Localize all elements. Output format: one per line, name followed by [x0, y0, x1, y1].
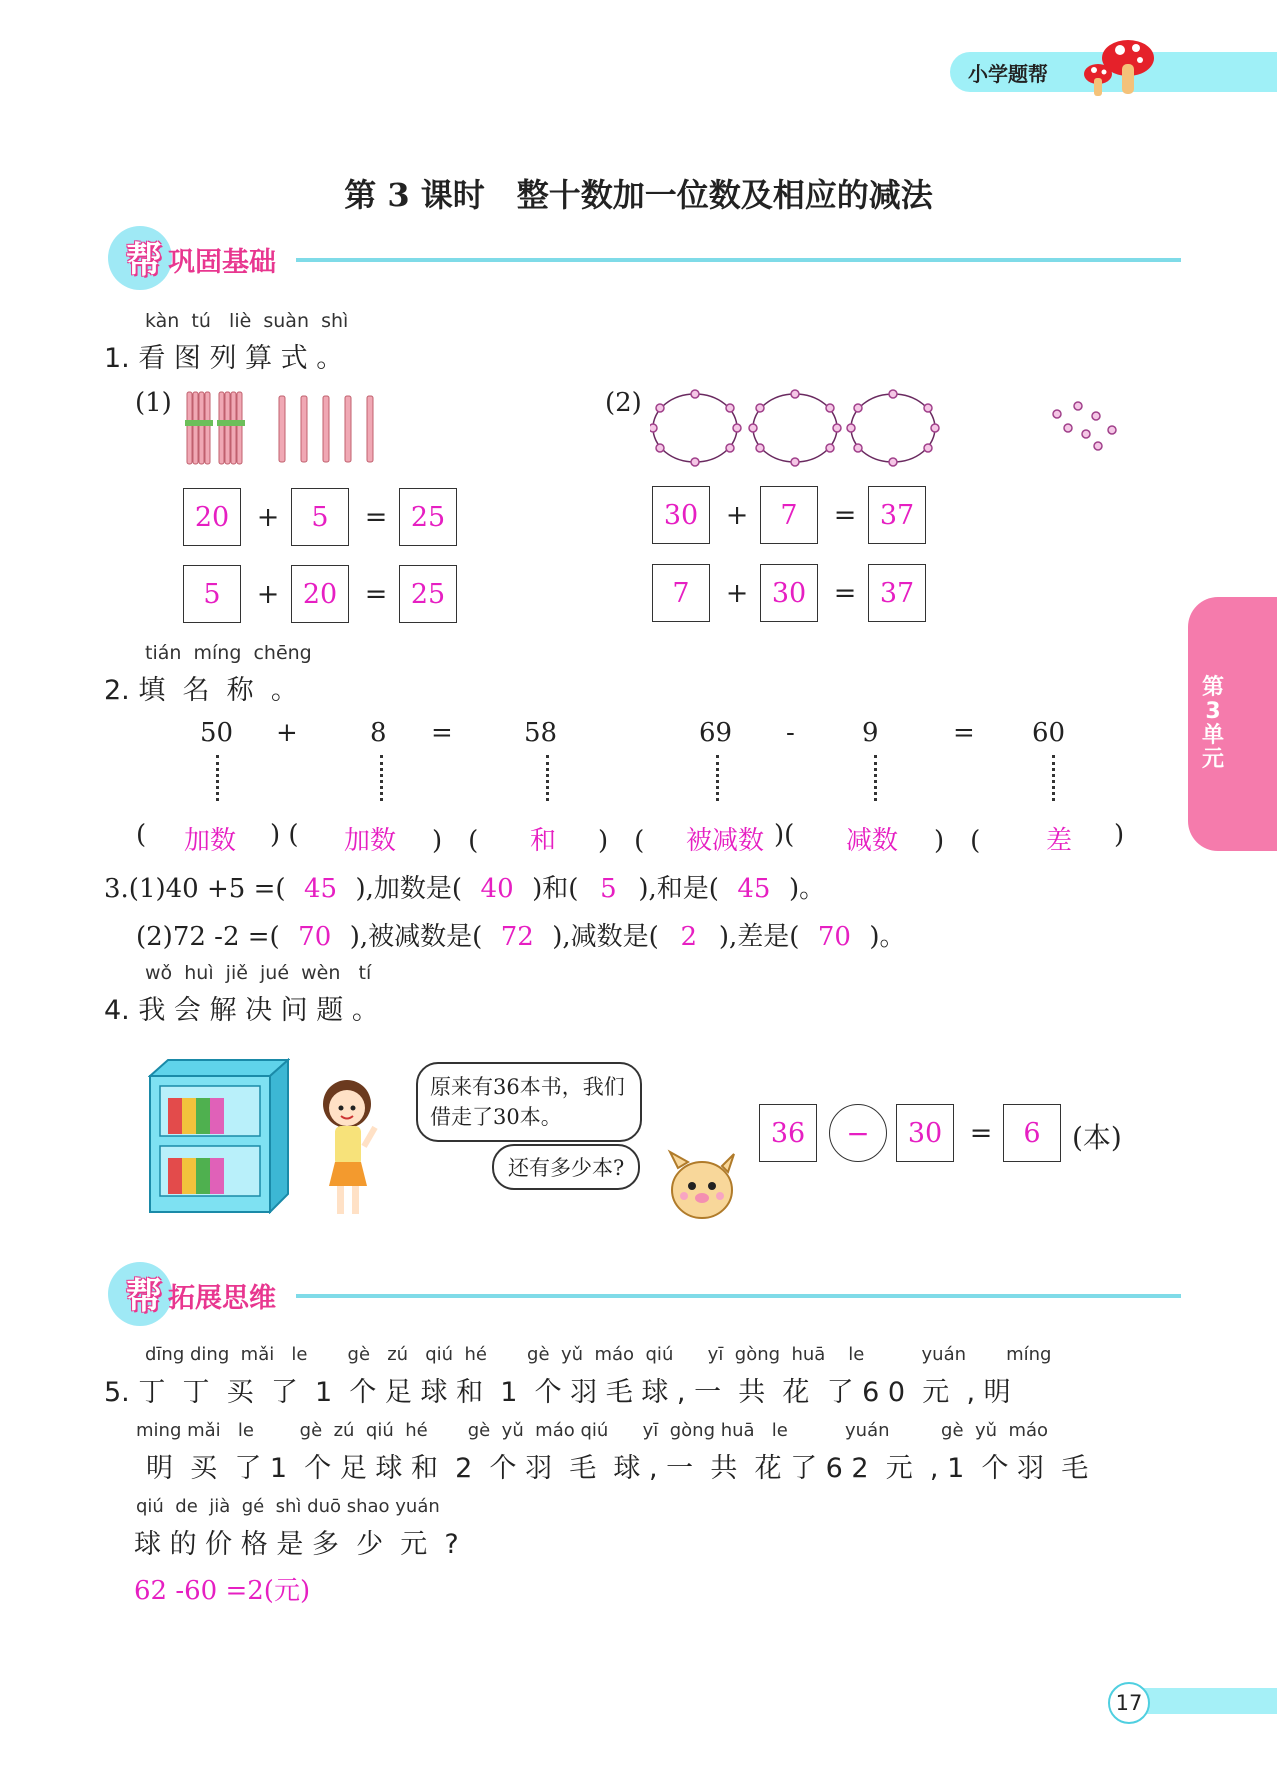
q5-line1: 5. 丁 丁 买 了 1 个 足 球 和 1 个 羽 毛 球 , 一 共 花 了 6 0 元 , 明	[104, 1377, 1011, 1408]
paren-pair: )(	[774, 820, 795, 850]
answer-box[interactable]: 36	[759, 1104, 817, 1162]
number: 58	[524, 718, 558, 748]
operator: +	[725, 500, 749, 531]
q4-text: 4. 我 会 解 决 问 题 。	[104, 995, 379, 1026]
answer-blank[interactable]: 72	[500, 922, 534, 952]
page-number: 17	[1108, 1682, 1150, 1724]
q3-text: ),减数是(	[552, 922, 659, 952]
number: 60	[1032, 718, 1066, 748]
unit-side-tab-label: 第3单元	[1201, 675, 1224, 772]
q3-text: ),差是(	[718, 922, 800, 952]
section-title: 拓展思维	[168, 1283, 276, 1314]
operator: -	[786, 718, 795, 748]
paren-pair: ) (	[598, 826, 645, 856]
beads-image	[650, 388, 1130, 468]
number: 9	[862, 718, 879, 748]
dotted-connector	[380, 755, 387, 801]
page-title: 第 3 课时 整十数加一位数及相应的减法	[344, 176, 933, 214]
q1-pinyin: kàn tú liè suàn shì	[145, 310, 349, 332]
section-badge-char: 帮	[126, 1276, 163, 1317]
answer-box[interactable]: 30	[760, 564, 818, 622]
section-title: 巩固基础	[168, 247, 276, 278]
dotted-connector	[716, 755, 723, 801]
answer-box[interactable]: 37	[868, 564, 926, 622]
answer-blank[interactable]: 5	[600, 874, 617, 904]
operator: =	[833, 578, 857, 609]
paren-right: )	[1114, 820, 1125, 850]
answer-blank[interactable]: 和	[530, 826, 557, 856]
q5-line2: 明 买 了 1 个 足 球 和 2 个 羽 毛 球 , 一 共 花 了 6 2 元 , 1 个 羽 毛	[146, 1453, 1089, 1484]
unit-label: (本)	[1072, 1121, 1122, 1154]
operator: =	[364, 579, 388, 610]
operator: +	[276, 718, 298, 748]
q3-line2	[136, 916, 906, 953]
dotted-connector	[546, 755, 553, 801]
girl-image	[315, 1076, 383, 1224]
q3-line1	[104, 868, 825, 905]
paren-pair: ) (	[432, 826, 479, 856]
answer-box[interactable]: 30	[652, 486, 710, 544]
q3-text: ),被减数是(	[349, 922, 483, 952]
q5-pinyin-line1: dīng ding mǎi le gè zú qiú hé gè yǔ máo qiú yī gòng huā le yuán míng	[145, 1344, 1052, 1365]
bookshelf-image	[148, 1058, 290, 1214]
answer-box[interactable]: 20	[291, 565, 349, 623]
speech-bubble: 还有多少本?	[492, 1144, 640, 1190]
answer-box[interactable]: 37	[868, 486, 926, 544]
q1-part2-label: (2)	[605, 388, 642, 418]
q3-text: )。	[788, 874, 826, 904]
q1-text: 1. 看 图 列 算 式 。	[104, 343, 344, 374]
answer-blank[interactable]: 70	[817, 922, 851, 952]
answer-box[interactable]: 5	[183, 565, 241, 623]
number: 69	[699, 718, 733, 748]
dotted-connector	[1052, 755, 1059, 801]
operator: =	[969, 1118, 993, 1149]
mushroom-icon	[1080, 34, 1156, 100]
operator: =	[833, 500, 857, 531]
q4-pinyin: wǒ huì jiě jué wèn tí	[145, 962, 372, 984]
operator: +	[256, 579, 280, 610]
answer-box[interactable]: 20	[183, 488, 241, 546]
operator-circle[interactable]: −	[829, 1104, 887, 1162]
answer-blank[interactable]: 加数	[344, 826, 397, 856]
q2-text: 2. 填 名 称 。	[104, 675, 298, 706]
operator: =	[364, 502, 388, 533]
answer-blank[interactable]: 70	[298, 922, 332, 952]
answer-blank[interactable]: 40	[480, 874, 514, 904]
q5-answer[interactable]: 62 -60 =2(元)	[134, 1576, 311, 1606]
paren-left: (	[136, 820, 147, 850]
answer-box[interactable]: 25	[399, 565, 457, 623]
speech-bubble: 原来有36本书，我们借走了30本。	[416, 1062, 642, 1142]
section-header-extension	[108, 1262, 1208, 1322]
q3-text: ),加数是(	[355, 874, 463, 904]
q1-part1-label: (1)	[135, 388, 172, 418]
answer-blank[interactable]: 45	[737, 874, 771, 904]
q2-pinyin: tián míng chēng	[145, 642, 312, 664]
answer-blank[interactable]: 加数	[184, 826, 237, 856]
answer-box[interactable]: 5	[291, 488, 349, 546]
q5-line3: 球 的 价 格 是 多 少 元 ?	[134, 1529, 459, 1560]
q3-text: )和(	[532, 874, 579, 904]
section-divider	[296, 1294, 1181, 1298]
section-divider	[296, 258, 1181, 262]
paren-pair: ) (	[270, 820, 299, 850]
number: 8	[370, 718, 387, 748]
answer-blank[interactable]: 45	[303, 874, 338, 904]
answer-blank[interactable]: 2	[680, 922, 698, 952]
answer-box[interactable]: 30	[896, 1104, 954, 1162]
operator: +	[256, 502, 280, 533]
q3-text: )。	[869, 922, 906, 952]
paren-pair: ) (	[934, 826, 981, 856]
answer-blank[interactable]: 被减数	[686, 826, 765, 856]
answer-box[interactable]: 7	[760, 486, 818, 544]
brand-label: 小学题帮	[968, 62, 1048, 86]
number: 50	[200, 718, 234, 748]
q3-text: (2)72 -2 =(	[136, 922, 280, 952]
q3-text: ),和是(	[638, 874, 719, 904]
operator: =	[431, 718, 453, 748]
dotted-connector	[216, 755, 223, 801]
operator: =	[953, 718, 975, 748]
q5-pinyin-line2: ming mǎi le gè zú qiú hé gè yǔ máo qiú yī gòng huā le yuán gè yǔ máo	[136, 1420, 1049, 1441]
q5-pinyin-line3: qiú de jià gé shì duō shao yuán	[136, 1496, 440, 1517]
cartoon-pig-image	[662, 1148, 742, 1226]
section-badge-char: 帮	[126, 240, 163, 281]
section-header-basics	[108, 226, 1208, 286]
counting-sticks-image	[183, 390, 383, 468]
answer-box[interactable]: 7	[652, 564, 710, 622]
dotted-connector	[874, 755, 881, 801]
answer-box[interactable]: 25	[399, 488, 457, 546]
answer-blank[interactable]: 减数	[846, 826, 899, 856]
operator: +	[725, 578, 749, 609]
answer-box[interactable]: 6	[1003, 1104, 1061, 1162]
q3-text: 3.(1)40 +5 =(	[104, 874, 286, 904]
answer-blank[interactable]: 差	[1046, 826, 1073, 856]
